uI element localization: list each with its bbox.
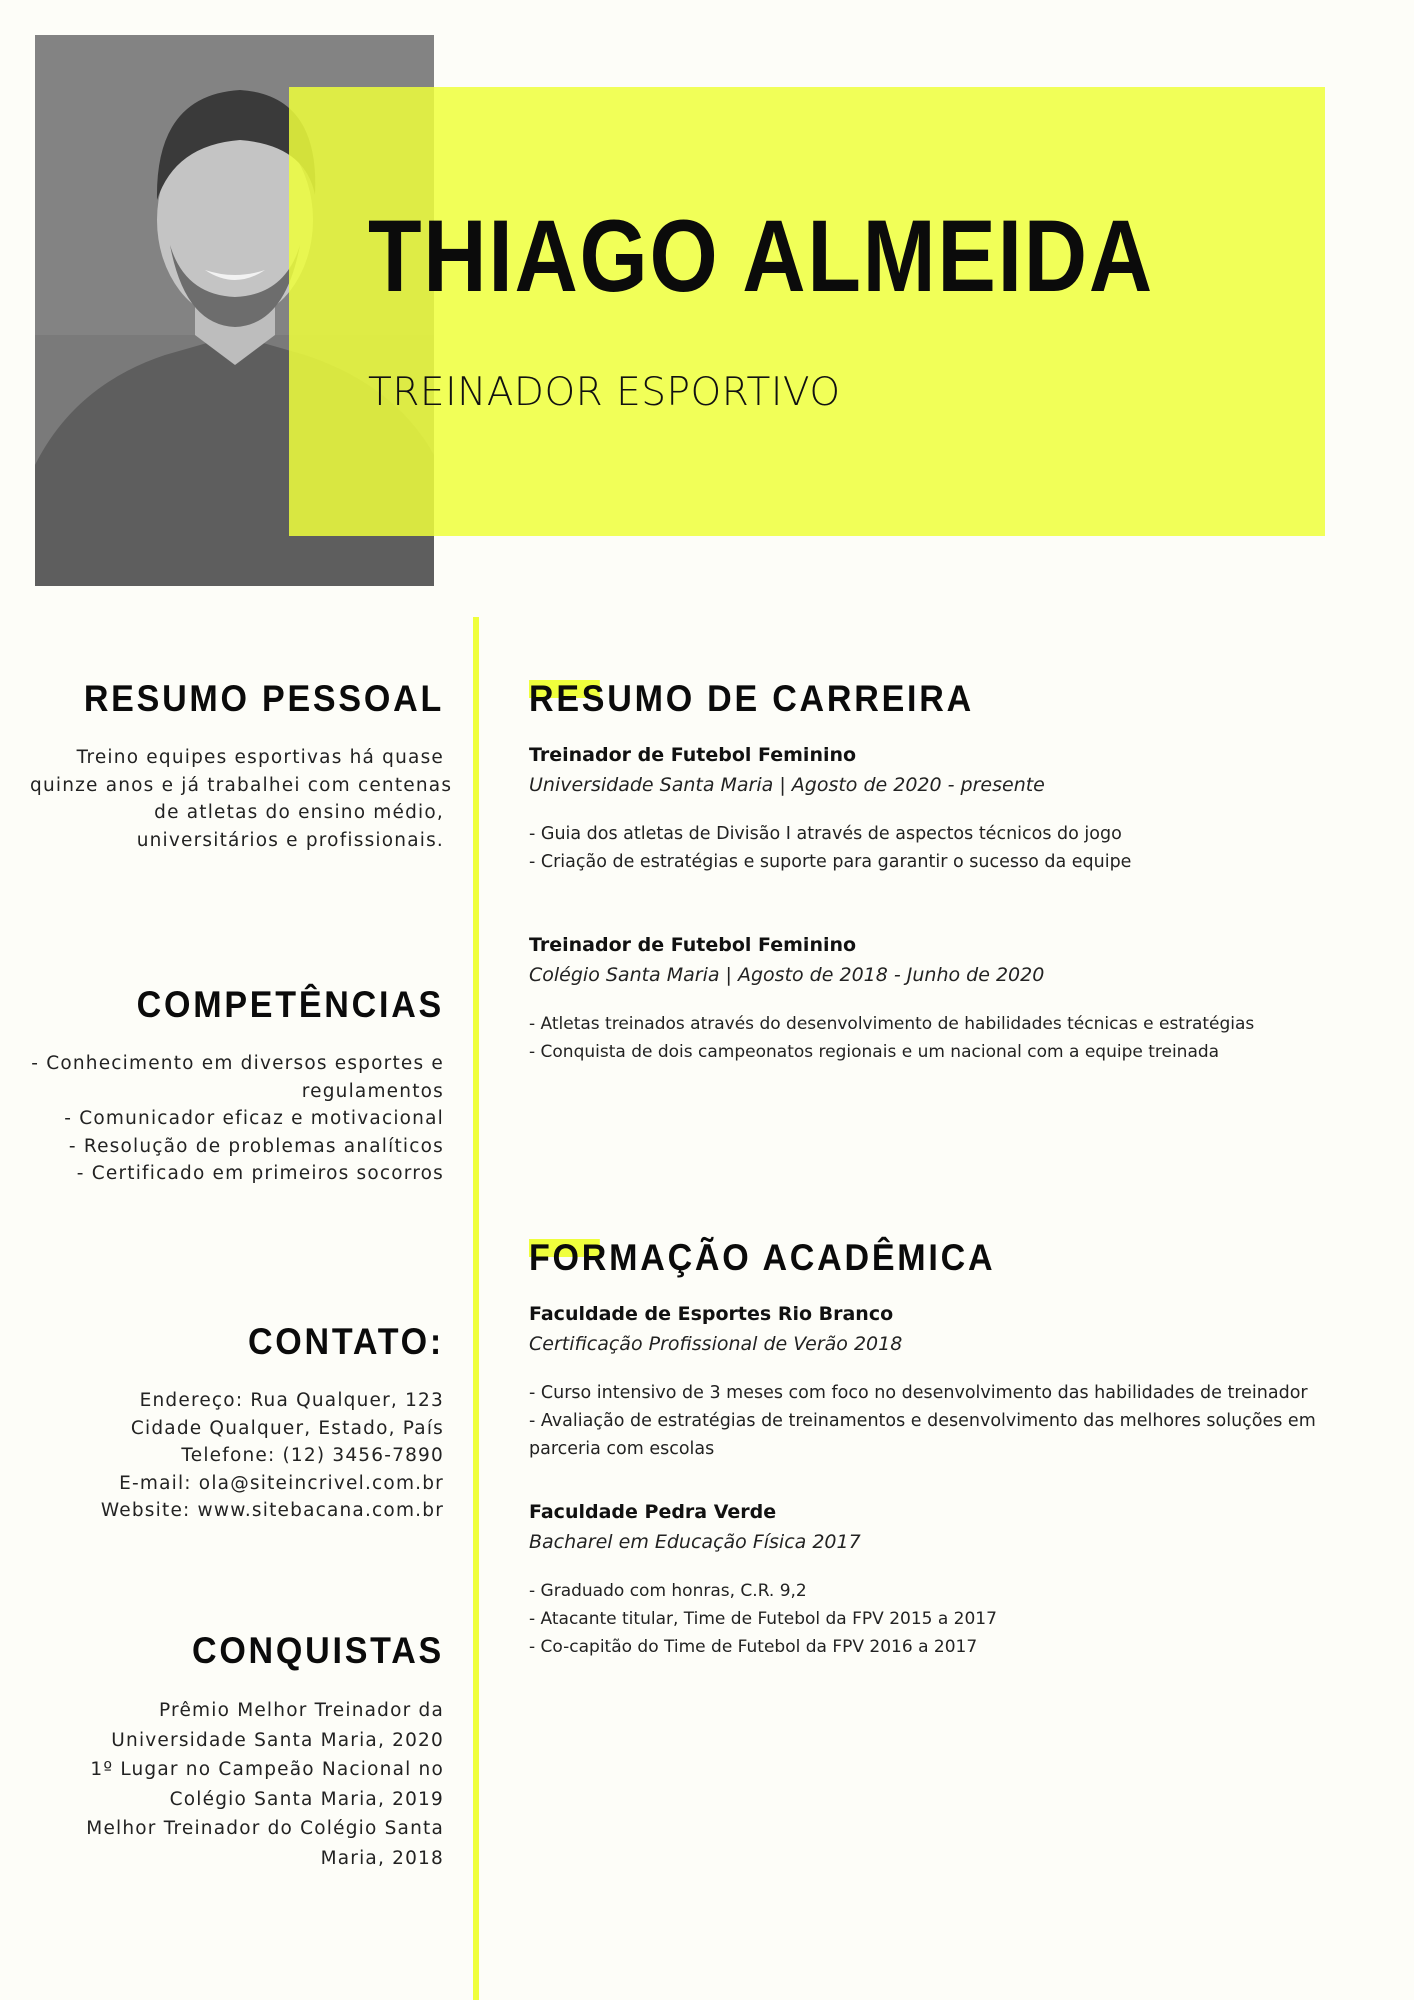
text-line: universitários e profissionais. [136,829,444,851]
section-title: CONTATO: [247,1321,444,1362]
job-entry [529,740,1339,876]
section-text [30,744,453,854]
text-line: Universidade Santa Maria, 2020 [111,1729,444,1751]
phone-line: Telefone: (12) 3456-7890 [181,1445,444,1466]
list-item: - Graduado com honras, C.R. 9,2 [529,1581,807,1601]
job-title: Treinador de Futebol Feminino [529,744,857,766]
section-resumo-pessoal [30,678,453,854]
job-entry [529,930,1339,1066]
text-line: regulamentos [301,1080,444,1102]
email-line: E-mail: ola@siteincrivel.com.br [119,1472,444,1494]
section-title: RESUMO PESSOAL [83,678,444,719]
section-title: CONQUISTAS [191,1630,444,1671]
list-item: - Co-capitão do Time de Futebol da FPV 2016 a 2017 [529,1637,978,1657]
candidate-role: TREINADOR ESPORTIVO [368,370,841,415]
job-subtitle: Universidade Santa Maria | Agosto de 2020 - presente [529,774,1045,796]
section-text [30,1387,444,1525]
job-title: Treinador de Futebol Feminino [529,934,857,956]
education-entry [529,1299,1339,1463]
text-line: 1º Lugar no Campeão Nacional no [90,1759,444,1780]
job-subtitle: Colégio Santa Maria | Agosto de 2018 - Junho de 2020 [529,964,1045,986]
column-divider [473,617,479,2000]
section-title [529,678,1274,720]
section-text [30,1050,444,1188]
section-competencias [30,984,444,1188]
section-title: COMPETÊNCIAS [136,984,444,1025]
education-details [529,1379,1339,1463]
text-line: Melhor Treinador do Colégio Santa [86,1818,444,1839]
text-line: Colégio Santa Maria, 2019 [169,1788,444,1810]
list-item: - Criação de estratégias e suporte para garantir o sucesso da equipe [529,852,1132,872]
education-details [529,1577,1339,1661]
list-item: - Atletas treinados através do desenvolvimento de habilidades técnicas e estratégias [529,1014,1255,1034]
section-conquistas [30,1630,444,1873]
list-item: - Atacante titular, Time de Futebol da FPV 2015 a 2017 [529,1609,997,1629]
text-line: de atletas do ensino médio, [154,802,444,823]
text-line: - Certificado em primeiros socorros [76,1163,444,1184]
degree: Certificação Profissional de Verão 2018 [529,1333,903,1355]
section-title [529,1237,1274,1279]
list-item: - Avaliação de estratégias de treinamentos e desenvolvimento das melhores soluções em parceria com escolas [529,1411,1316,1459]
text-line: - Resolução de problemas analíticos [68,1135,444,1157]
text-line: quinze anos e já trabalhei com centenas [30,774,453,796]
text-line: Treino equipes esportivas há quase [76,747,444,768]
education-entry [529,1497,1339,1661]
text-line: Prêmio Melhor Treinador da [159,1700,444,1721]
job-duties [529,820,1339,876]
job-duties [529,1010,1339,1066]
section-formacao [529,1237,1339,1661]
school-name: Faculdade de Esportes Rio Branco [529,1303,894,1325]
list-item: - Curso intensivo de 3 meses com foco no desenvolvimento das habilidades de treinador [529,1383,1308,1403]
degree: Bacharel em Educação Física 2017 [529,1531,861,1553]
candidate-name: THIAGO ALMEIDA [368,199,1154,313]
address-line: Endereço: Rua Qualquer, 123 [139,1390,444,1411]
text-line: - Comunicador eficaz e motivacional [64,1108,444,1129]
city-line: Cidade Qualquer, Estado, País [130,1417,444,1439]
list-item: - Guia dos atletas de Divisão I através de aspectos técnicos do jogo [529,824,1122,844]
section-text [30,1696,444,1873]
website-line: Website: www.sitebacana.com.br [100,1500,444,1521]
text-line: Maria, 2018 [320,1847,444,1869]
list-item: - Conquista de dois campeonatos regionais e um nacional com a equipe treinada [529,1042,1220,1062]
section-contato [30,1321,444,1525]
school-name: Faculdade Pedra Verde [529,1501,777,1523]
section-title-text: RESUMO DE CARREIRA [529,678,974,719]
text-line: - Conhecimento em diversos esportes e [31,1053,444,1074]
section-resumo-carreira [529,678,1339,1066]
section-title-text: FORMAÇÃO ACADÊMICA [529,1237,996,1278]
